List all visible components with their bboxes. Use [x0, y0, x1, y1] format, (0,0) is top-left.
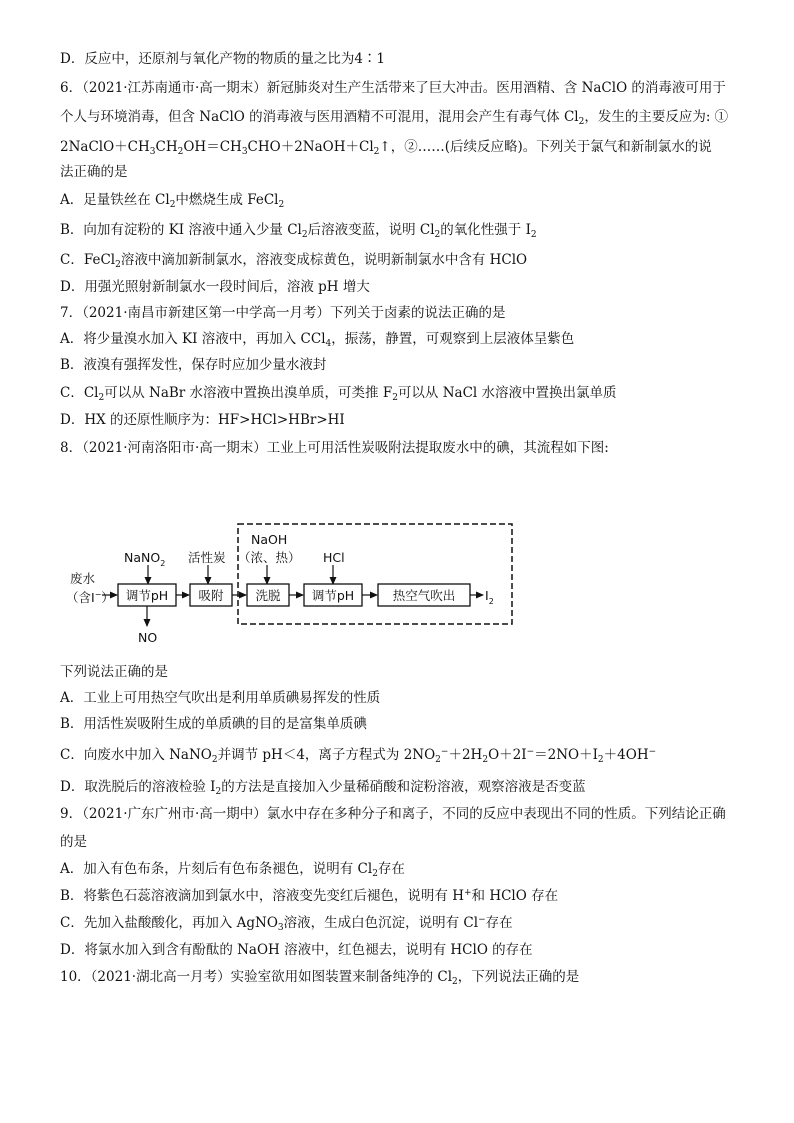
q10-stem: 10．（2021·湖北高一月考）实验室欲用如图装置来制备纯净的 $Cl_2$，下列说法正确的是: [60, 969, 580, 987]
q9-option-b: B．将紫色石蕊溶液滴加到氯水中，溶液变先变红后褪色，说明有 H+和 HClO 存在: [60, 888, 559, 904]
q9-stem-line-1: 9．（2021·广东广州市·高一期中）氯水中存在多种分子和离子，不同的反应中表现出不同的性质。下列结论正确: [60, 806, 726, 822]
q9-option-d: D．将氯水加入到含有酚酞的 NaOH 溶液中，红色褪去，说明有 HClO 的存在: [60, 942, 533, 958]
q8-option-b: B．用活性炭吸附生成的单质碘的目的是富集单质碘: [60, 716, 367, 732]
q9-option-a: A．加入有色布条，片刻后有色布条褪色，说明有 $Cl_2$存在: [60, 861, 405, 879]
step-label-adjust-ph-1: 调节pH: [125, 588, 169, 603]
q7-option-b: B．液溴有强挥发性，保存时应加少量水液封: [60, 357, 327, 373]
reagent-naoh: NaOH: [251, 532, 288, 547]
step-label-adjust-ph-2: 调节pH: [311, 588, 355, 603]
feed-label-line-2: （含I−）: [66, 590, 114, 605]
q7-option-c: C．$Cl_2$可以从 NaBr 水溶液中置换出溴单质，可类推 $F_2$可以从 NaCl 水溶液中置换出氯单质: [60, 385, 617, 403]
step-label-elution: 洗脱: [255, 588, 281, 603]
reagent-hcl: HCl: [323, 550, 345, 565]
q6-reaction-equation: $2NaClO+CH_3CH_2OH=CH_3CHO+2NaOH+Cl_2↑$，②……(后续反应略)。下列关于氯气和新制氯水的说: [60, 139, 712, 157]
reagent-naoh-condition: （浓、热）: [238, 550, 301, 565]
byproduct-no: NO: [138, 630, 158, 645]
q8-stem: 8．（2021·河南洛阳市·高一期末）工业上可用活性炭吸附法提取废水中的碘，其流程如下图:: [60, 440, 609, 456]
q8-option-d: D．取洗脱后的溶液检验 $I_2$的方法是直接加入少量稀硝酸和淀粉溶液，观察溶液是否变蓝: [60, 779, 586, 797]
step-label-hot-air-blowing: 热空气吹出: [392, 588, 456, 603]
q7-option-a: A．将少量溴水加入 KI 溶液中，再加入 CCl$_4$，振荡，静置，可观察到上层液体呈紫色: [60, 331, 575, 349]
q8-prompt: 下列说法正确的是: [60, 664, 168, 680]
q6-stem-line-2: 个人与环境消毒，但含 NaClO 的消毒液与医用酒精不可混用，混用会产生有毒气体 $Cl_2$，发生的主要反应为: ①: [60, 109, 729, 127]
q7-stem: 7．（2021·南昌市新建区第一中学高一月考）下列关于卤素的说法正确的是: [60, 305, 506, 321]
q6-stem-line-1: 6．（2021·江苏南通市·高一期末）新冠肺炎对生产生活带来了巨大冲击。医用酒精、含 NaClO 的消毒液可用于: [60, 80, 726, 96]
feed-label-line-1: 废水: [70, 571, 96, 586]
q8-option-a: A．工业上可用热空气吹出是利用单质碘易挥发的性质: [60, 690, 381, 706]
q6-stem-line-4: 法正确的是: [60, 164, 128, 180]
q8-option-c: C．向废水中加入 NaNO$_2$并调节 pH＜4，离子方程式为 $2NO_2^-+2H_2O+2I^-=2NO+I_2+4OH^-$: [60, 747, 657, 765]
q6-option-a: A．足量铁丝在 $Cl_2$中燃烧生成 FeCl$_2$: [60, 192, 285, 210]
iodine-extraction-flowchart: [60, 520, 520, 655]
q7-option-d: D．HX 的还原性顺序为：HF>HCl>HBr>HI: [60, 412, 345, 428]
step-label-adsorption: 吸附: [198, 588, 224, 603]
reagent-nano2: NaNO$_2$: [124, 550, 166, 568]
q5-option-d: D．反应中，还原剂与氧化产物的物质的量之比为4∶1: [60, 51, 386, 67]
reagent-activated-carbon: 活性炭: [188, 550, 226, 565]
q9-stem-line-2: 的是: [60, 834, 87, 850]
product-iodine: $I_2$: [485, 588, 494, 606]
q6-option-d: D．用强光照射新制氯水一段时间后，溶液 pH 增大: [60, 279, 370, 295]
q6-option-c: C．FeCl$_2$溶液中滴加新制氯水，溶液变成棕黄色，说明新制氯水中含有 HClO: [60, 252, 528, 270]
q9-option-c: C．先加入盐酸酸化，再加入 AgNO$_3$溶液，生成白色沉淀，说明有 Cl−存在: [60, 915, 513, 933]
q6-option-b: B．向加有淀粉的 KI 溶液中通入少量 $Cl_2$后溶液变蓝，说明 $Cl_2$的氧化性强于 $I_2$: [60, 222, 537, 240]
